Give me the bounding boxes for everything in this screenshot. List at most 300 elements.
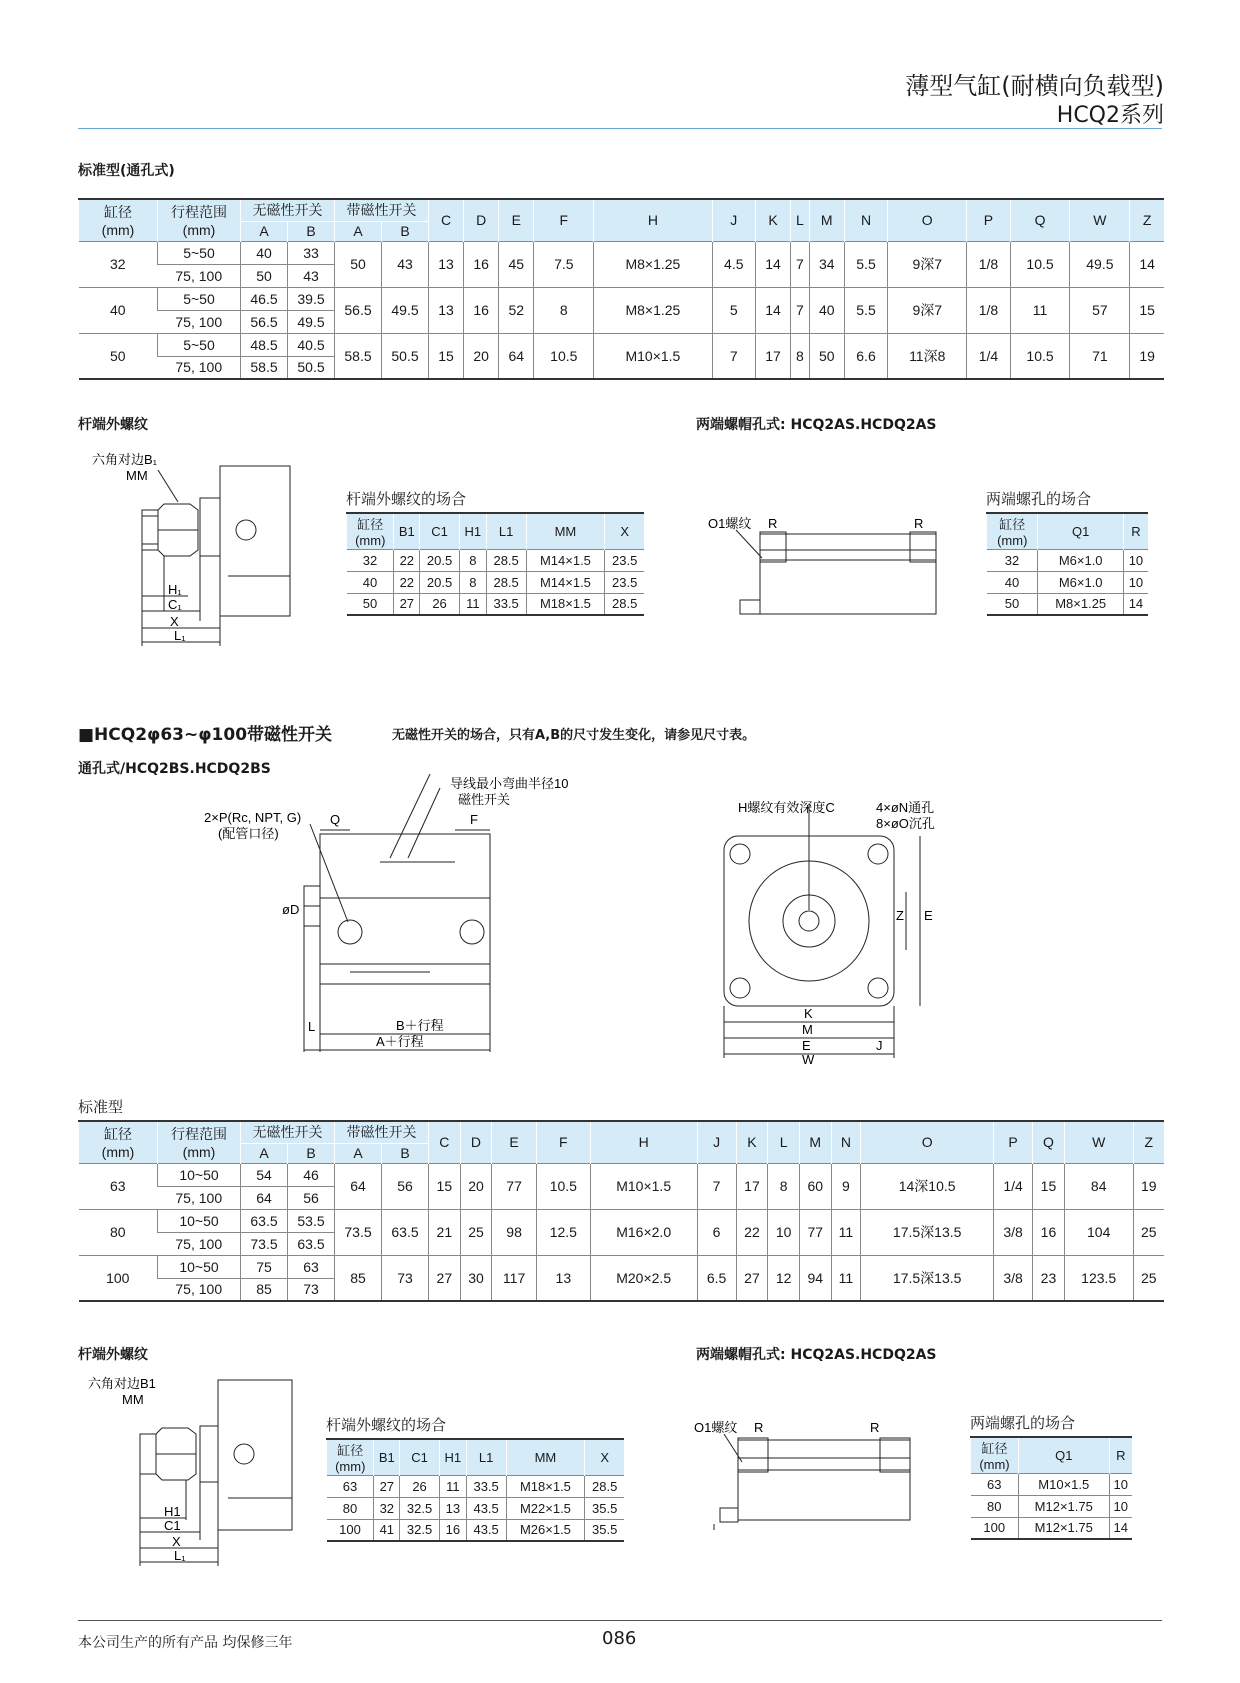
col-header: MM: [506, 1439, 585, 1475]
table-cell: M14×1.5: [526, 571, 605, 593]
cell-stroke: 75, 100: [158, 1232, 241, 1255]
table-cell: 75: [241, 1255, 288, 1278]
table-cell: 63: [971, 1473, 1019, 1495]
table-cell: M6×1.0: [1038, 571, 1123, 593]
table-cell: 77: [492, 1163, 537, 1209]
table-cell: 63.5: [288, 1232, 335, 1255]
table-cell: 53.5: [288, 1209, 335, 1232]
table-cell: 100: [327, 1519, 374, 1541]
table-cell: 28.5: [585, 1475, 624, 1497]
rod2-caption: 杆端外螺纹的场合: [326, 1416, 447, 1434]
section2-note: 无磁性开关的场合，只有A,B的尺寸发生变化，请参见尺寸表。: [392, 728, 756, 743]
spec-table-1: [78, 198, 1164, 380]
table-cell: M16×2.0: [590, 1209, 697, 1255]
cap2-caption: 两端螺孔的场合: [970, 1414, 1076, 1432]
drawing-label: E: [924, 908, 933, 923]
col-header: D: [460, 1121, 492, 1163]
table-cell: 10: [768, 1209, 800, 1255]
spec-table-2: [78, 1120, 1164, 1302]
cylinder-side-drawing: [200, 774, 620, 1064]
drawing-label: F: [470, 812, 478, 827]
table-cell: 10.5: [534, 333, 594, 379]
drawing-label: X: [170, 614, 179, 629]
table-cell: 7: [697, 1163, 736, 1209]
table-cell: 10: [1123, 571, 1148, 593]
table-cell: 9深7: [888, 241, 967, 287]
rod1-table: [346, 512, 644, 616]
col-header: N: [844, 199, 887, 241]
table-cell: 50: [335, 241, 382, 287]
col-header: C: [429, 199, 464, 241]
table-cell: M10×1.5: [590, 1163, 697, 1209]
col-header: K: [736, 1121, 768, 1163]
col-a: A: [335, 1143, 382, 1163]
col-header: X: [605, 513, 644, 549]
table-cell: 104: [1064, 1209, 1133, 1255]
table-cell: 23: [1033, 1255, 1065, 1301]
drawing-label: R: [754, 1420, 764, 1435]
table-cell: 48.5: [241, 333, 288, 356]
table-cell: 15: [1130, 287, 1164, 333]
cell-stroke: 75, 100: [158, 1278, 241, 1301]
drawing-label: øD: [282, 902, 300, 917]
table-cell: 50: [241, 264, 288, 287]
table-cell: 11: [459, 593, 486, 615]
table-cell: 11: [439, 1475, 466, 1497]
table-cell: 32.5: [400, 1519, 440, 1541]
table-cell: 9: [831, 1163, 861, 1209]
drawing-label: 磁性开关: [458, 792, 511, 807]
cap-screw-drawing-2: [694, 1418, 924, 1536]
table-cell: 71: [1070, 333, 1130, 379]
table-cell: 6.5: [697, 1255, 736, 1301]
table-cell: M22×1.5: [506, 1497, 585, 1519]
col-stroke: 行程范围 (mm): [158, 199, 241, 241]
table-cell: 33.5: [466, 1475, 506, 1497]
col-header: Q1: [1038, 513, 1123, 549]
table-row: [987, 593, 1149, 615]
table-cell: 19: [1133, 1163, 1164, 1209]
col-nomag: 无磁性开关: [241, 199, 335, 221]
col-header: Q1: [1018, 1437, 1109, 1473]
table-cell: 10.5: [536, 1163, 590, 1209]
table-cell: 50.5: [288, 356, 335, 379]
col-header: Z: [1130, 199, 1164, 241]
table-row: [79, 287, 1165, 310]
table-cell: 9深7: [888, 287, 967, 333]
table-cell: 50: [987, 593, 1038, 615]
table-row: [987, 571, 1149, 593]
col-header: P: [967, 199, 1010, 241]
series-name: HCQ2系列: [1056, 103, 1164, 128]
table-cell: 27: [736, 1255, 768, 1301]
col-a: A: [335, 221, 382, 241]
table-cell: M12×1.75: [1018, 1495, 1109, 1517]
table-cell: 40.5: [288, 333, 335, 356]
drawing-label: L₁: [174, 1548, 186, 1563]
table-row: [347, 571, 645, 593]
table-cell: 13: [536, 1255, 590, 1301]
col-header: X: [585, 1439, 624, 1475]
table-cell: 40: [987, 571, 1038, 593]
table-cell: 20.5: [420, 549, 460, 571]
col-header: N: [831, 1121, 861, 1163]
cell-bore: 50: [79, 333, 158, 379]
table-cell: M6×1.0: [1038, 549, 1123, 571]
table-cell: 49.5: [288, 310, 335, 333]
table-cell: 15: [1033, 1163, 1065, 1209]
cell-stroke: 10~50: [158, 1163, 241, 1186]
table-row: [327, 1475, 625, 1497]
table-cell: 6.6: [844, 333, 887, 379]
cell-stroke: 75, 100: [158, 356, 241, 379]
table-cell: 13: [429, 241, 464, 287]
cap1-table: [986, 512, 1148, 616]
cell-stroke: 10~50: [158, 1255, 241, 1278]
table-cell: 73.5: [335, 1209, 382, 1255]
col-header: D: [464, 199, 499, 241]
cell-stroke: 75, 100: [158, 310, 241, 333]
table-cell: 56: [382, 1163, 429, 1209]
col-header: M: [799, 1121, 831, 1163]
table-row: [327, 1497, 625, 1519]
table-cell: 10.5: [1010, 333, 1070, 379]
drawing-label: L: [308, 1019, 316, 1034]
col-a: A: [241, 221, 288, 241]
col-header: J: [712, 199, 755, 241]
table-cell: 60: [799, 1163, 831, 1209]
col-header: F: [536, 1121, 590, 1163]
table-cell: 84: [1064, 1163, 1133, 1209]
cell-bore: 32: [79, 241, 158, 287]
table-cell: 12.5: [536, 1209, 590, 1255]
table-cell: 40: [809, 287, 844, 333]
cell-stroke: 5~50: [158, 241, 241, 264]
table-row: [327, 1519, 625, 1541]
table-cell: 35.5: [585, 1519, 624, 1541]
table-cell: M20×2.5: [590, 1255, 697, 1301]
table-cell: 64: [241, 1186, 288, 1209]
table-cell: M10×1.5: [1018, 1473, 1109, 1495]
col-stroke: 行程范围 (mm): [158, 1121, 241, 1163]
table-row: [79, 1163, 1165, 1186]
table-cell: 45: [499, 241, 534, 287]
table-cell: 27: [374, 1475, 400, 1497]
col-header: C1: [420, 513, 460, 549]
drawing-label: E: [802, 1038, 811, 1053]
table-cell: 77: [799, 1209, 831, 1255]
drawing-label: H螺纹有效深度C: [738, 800, 835, 815]
table-cell: 10: [1109, 1473, 1132, 1495]
rod1-label: 杆端外螺纹: [78, 417, 148, 433]
col-b: B: [288, 221, 335, 241]
col-header: L1: [466, 1439, 506, 1475]
table-cell: 56.5: [335, 287, 382, 333]
col-header: J: [697, 1121, 736, 1163]
header-rule: [78, 128, 1162, 129]
cell-stroke: 75, 100: [158, 1186, 241, 1209]
table-cell: 26: [420, 593, 460, 615]
drawing-label: L₁: [174, 628, 186, 643]
table-cell: 10: [1123, 549, 1148, 571]
drawing-label: O1螺纹: [694, 1420, 738, 1435]
drawing-label: R: [914, 516, 924, 531]
cap2-label: 两端螺帽孔式: HCQ2AS.HCDQ2AS: [696, 1347, 937, 1363]
col-header: B1: [394, 513, 420, 549]
cap2-table: [970, 1436, 1132, 1540]
table-cell: 25: [1133, 1209, 1164, 1255]
table-row: [79, 333, 1165, 356]
col-header: O: [888, 199, 967, 241]
rod-end-drawing-1: [78, 446, 318, 656]
cell-bore: 80: [79, 1209, 158, 1255]
table-cell: 80: [327, 1497, 374, 1519]
table-cell: 27: [429, 1255, 461, 1301]
drawing-label: R: [768, 516, 778, 531]
table-cell: 30: [460, 1255, 492, 1301]
table-cell: 50: [347, 593, 394, 615]
table-cell: 85: [335, 1255, 382, 1301]
drawing-label: 导线最小弯曲半径10: [450, 776, 569, 791]
cap1-label: 两端螺帽孔式: HCQ2AS.HCDQ2AS: [696, 417, 937, 433]
drawing-label: MM: [122, 1392, 144, 1407]
table-cell: 5.5: [844, 241, 887, 287]
table-cell: 4.5: [712, 241, 755, 287]
col-header: E: [499, 199, 534, 241]
drawing-label: 4×øN通孔: [876, 800, 935, 815]
table-cell: 58.5: [241, 356, 288, 379]
rod1-caption: 杆端外螺纹的场合: [346, 490, 467, 508]
table-cell: 63.5: [241, 1209, 288, 1232]
table-cell: 43: [288, 264, 335, 287]
drawing-label: K: [804, 1006, 813, 1021]
drawing-label: O1螺纹: [708, 516, 752, 531]
table-cell: M14×1.5: [526, 549, 605, 571]
col-header: L: [768, 1121, 800, 1163]
drawing-label: W: [802, 1052, 815, 1066]
table-cell: 33.5: [486, 593, 526, 615]
drawing-label: A＋行程: [376, 1034, 424, 1049]
drawing-label: MM: [126, 468, 148, 483]
table-cell: 23.5: [605, 549, 644, 571]
table-cell: 56: [288, 1186, 335, 1209]
table-cell: 13: [439, 1497, 466, 1519]
col-header: F: [534, 199, 594, 241]
cap1-caption: 两端螺孔的场合: [986, 490, 1092, 508]
col-header: C: [429, 1121, 461, 1163]
col-bore: 缸径 (mm): [347, 513, 394, 549]
table-cell: 28.5: [486, 549, 526, 571]
table-row: [347, 593, 645, 615]
section2-sub: 通孔式/HCQ2BS.HCDQ2BS: [78, 761, 271, 777]
col-header: C1: [400, 1439, 440, 1475]
col-header: L: [791, 199, 810, 241]
cell-stroke: 5~50: [158, 333, 241, 356]
col-b: B: [382, 221, 429, 241]
table-cell: 49.5: [382, 287, 429, 333]
table-cell: 43: [382, 241, 429, 287]
drawing-label: M: [802, 1022, 813, 1037]
cell-bore: 63: [79, 1163, 158, 1209]
col-bore: 缸径 (mm): [79, 199, 158, 241]
table-cell: 14: [1123, 593, 1148, 615]
table-cell: 20: [460, 1163, 492, 1209]
col-b: B: [382, 1143, 429, 1163]
col-header: B1: [374, 1439, 400, 1475]
table-cell: 11: [831, 1255, 861, 1301]
cell-stroke: 75, 100: [158, 264, 241, 287]
col-header: R: [1109, 1437, 1132, 1473]
drawing-label: B＋行程: [396, 1018, 444, 1033]
drawing-label: 六角对边B₁: [92, 452, 158, 467]
col-bore: 缸径 (mm): [971, 1437, 1019, 1473]
table-cell: 73.5: [241, 1232, 288, 1255]
col-header: K: [755, 199, 790, 241]
col-b: B: [288, 1143, 335, 1163]
table-cell: 3/8: [994, 1255, 1033, 1301]
table-cell: 46.5: [241, 287, 288, 310]
table-cell: 17: [736, 1163, 768, 1209]
table-cell: 63.5: [382, 1209, 429, 1255]
table-row: [79, 1209, 1165, 1232]
rod-end-drawing-2: [78, 1370, 318, 1580]
table-cell: M10×1.5: [594, 333, 712, 379]
table-cell: 5: [712, 287, 755, 333]
table-cell: M8×1.25: [594, 287, 712, 333]
table-cell: 25: [1133, 1255, 1164, 1301]
col-header: Z: [1133, 1121, 1164, 1163]
col-header: Q: [1010, 199, 1070, 241]
table-cell: 94: [799, 1255, 831, 1301]
col-a: A: [241, 1143, 288, 1163]
table-cell: 43.5: [466, 1497, 506, 1519]
table-cell: 15: [429, 1163, 461, 1209]
table-cell: 63: [288, 1255, 335, 1278]
table-cell: 40: [347, 571, 394, 593]
page-number: 086: [602, 1628, 637, 1649]
col-header: MM: [526, 513, 605, 549]
table-cell: 6: [697, 1209, 736, 1255]
table-cell: 8: [459, 549, 486, 571]
table-cell: 28.5: [605, 593, 644, 615]
table-cell: 117: [492, 1255, 537, 1301]
table-row: [971, 1473, 1133, 1495]
table-cell: 17.5深13.5: [861, 1255, 994, 1301]
table-row: [971, 1495, 1133, 1517]
table-cell: 123.5: [1064, 1255, 1133, 1301]
table-cell: 73: [382, 1255, 429, 1301]
section3-label: 标准型: [78, 1098, 124, 1116]
table-cell: 14: [755, 241, 790, 287]
table-cell: 8: [768, 1163, 800, 1209]
table-row: [347, 549, 645, 571]
table-cell: 8: [791, 333, 810, 379]
table-cell: 14: [1109, 1517, 1132, 1539]
table-cell: 40: [241, 241, 288, 264]
table-cell: 22: [394, 549, 420, 571]
table-cell: 39.5: [288, 287, 335, 310]
col-header: H1: [439, 1439, 466, 1475]
table-cell: 7: [791, 287, 810, 333]
cap-screw-drawing-1: [700, 514, 960, 624]
drawing-label: J: [876, 1038, 883, 1053]
col-header: M: [809, 199, 844, 241]
table-cell: 25: [460, 1209, 492, 1255]
table-cell: M8×1.25: [594, 241, 712, 287]
drawing-label: H1: [164, 1504, 181, 1519]
table-cell: 13: [429, 287, 464, 333]
table-cell: 46: [288, 1163, 335, 1186]
table-cell: 1/8: [967, 287, 1010, 333]
col-bore: 缸径 (mm): [79, 1121, 158, 1163]
cell-stroke: 5~50: [158, 287, 241, 310]
table-cell: 14: [1130, 241, 1164, 287]
cell-stroke: 10~50: [158, 1209, 241, 1232]
table-cell: 16: [439, 1519, 466, 1541]
table-cell: 10: [1109, 1495, 1132, 1517]
table-cell: 16: [1033, 1209, 1065, 1255]
cell-bore: 100: [79, 1255, 158, 1301]
table-cell: 7: [712, 333, 755, 379]
table-cell: 14: [755, 287, 790, 333]
table-row: [79, 241, 1165, 264]
table-cell: 5.5: [844, 287, 887, 333]
table-cell: 23.5: [605, 571, 644, 593]
table-cell: M26×1.5: [506, 1519, 585, 1541]
table-cell: 49.5: [1070, 241, 1130, 287]
col-bore: 缸径 (mm): [987, 513, 1038, 549]
rod2-label: 杆端外螺纹: [78, 1347, 148, 1363]
table-cell: 22: [736, 1209, 768, 1255]
table-cell: 73: [288, 1278, 335, 1301]
table-cell: 54: [241, 1163, 288, 1186]
col-header: Q: [1033, 1121, 1065, 1163]
table-cell: 32: [347, 549, 394, 571]
drawing-label: Q: [330, 812, 341, 827]
col-header: L1: [486, 513, 526, 549]
drawing-label: 六角对边B1: [88, 1376, 156, 1391]
col-header: H: [590, 1121, 697, 1163]
table-cell: 16: [464, 241, 499, 287]
table-cell: 57: [1070, 287, 1130, 333]
col-mag: 带磁性开关: [335, 1121, 429, 1143]
table-cell: 34: [809, 241, 844, 287]
table-cell: 11: [1010, 287, 1070, 333]
table-cell: 32: [987, 549, 1038, 571]
table-cell: 27: [394, 593, 420, 615]
page-title: 薄型气缸(耐横向负载型): [905, 72, 1164, 100]
table-cell: 21: [429, 1209, 461, 1255]
section2-heading: ■HCQ2φ63~φ100带磁性开关: [78, 725, 333, 745]
table-cell: 56.5: [241, 310, 288, 333]
table-cell: 20.5: [420, 571, 460, 593]
table-cell: 32.5: [400, 1497, 440, 1519]
table-cell: 14深10.5: [861, 1163, 994, 1209]
table-cell: 20: [464, 333, 499, 379]
table-cell: 1/8: [967, 241, 1010, 287]
warranty-note: 本公司生产的所有产品 均保修三年: [78, 1635, 293, 1651]
table-cell: 85: [241, 1278, 288, 1301]
table-cell: 15: [429, 333, 464, 379]
table-cell: 11深8: [888, 333, 967, 379]
table-row: [971, 1517, 1133, 1539]
table-cell: 19: [1130, 333, 1164, 379]
table-cell: 17.5深13.5: [861, 1209, 994, 1255]
table-row: [987, 549, 1149, 571]
section1-label: 标准型(通孔式): [78, 163, 175, 179]
footer-rule: [78, 1620, 1162, 1621]
cell-bore: 40: [79, 287, 158, 333]
